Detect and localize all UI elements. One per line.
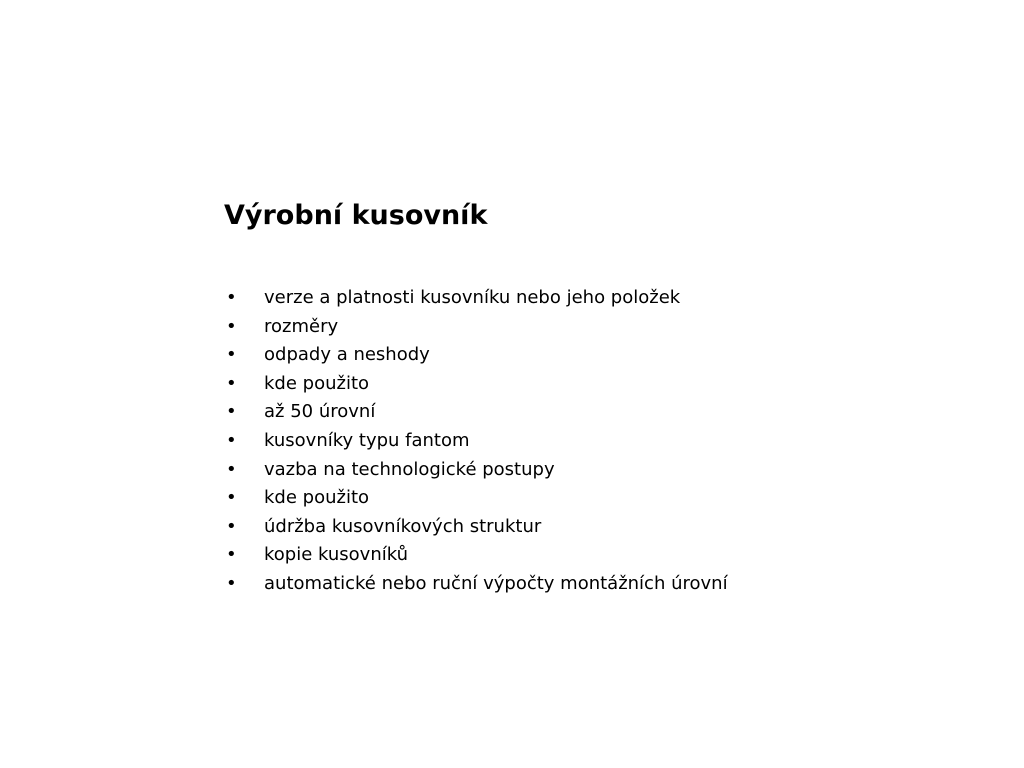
bullet-text: verze a platnosti kusovníku nebo jeho položek <box>264 287 681 308</box>
bullet-dot-icon: • <box>226 458 237 480</box>
bullet-text: vazba na technologické postupy <box>264 458 555 480</box>
bullet-dot-icon: • <box>226 401 237 423</box>
bullet-dot-icon: • <box>226 372 237 394</box>
bullet-text: rozměry <box>264 315 339 337</box>
bullet-text: kusovníky typu fantom <box>264 429 470 451</box>
bullet-text: kopie kusovníků <box>264 544 409 566</box>
bullet-text: údržba kusovníkových struktur <box>264 515 542 537</box>
bullet-text: kde použito <box>264 487 370 509</box>
bullet-text: kde použito <box>264 372 370 394</box>
bullet-dot-icon: • <box>226 315 237 337</box>
bullet-dot-icon: • <box>226 287 237 308</box>
bullet-dot-icon: • <box>226 429 237 451</box>
bullet-text: až 50 úrovní <box>264 401 376 423</box>
bullet-text: odpady a neshody <box>264 344 430 366</box>
bullet-dot-icon: • <box>226 544 237 566</box>
bullet-text: automatické nebo ruční výpočty montážních úrovní <box>264 572 728 594</box>
slide-title: Výrobní kusovník <box>224 200 488 231</box>
bullet-dot-icon: • <box>226 515 237 537</box>
bullet-dot-icon: • <box>226 344 237 366</box>
bullet-dot-icon: • <box>226 487 237 509</box>
bullet-dot-icon: • <box>226 572 237 594</box>
